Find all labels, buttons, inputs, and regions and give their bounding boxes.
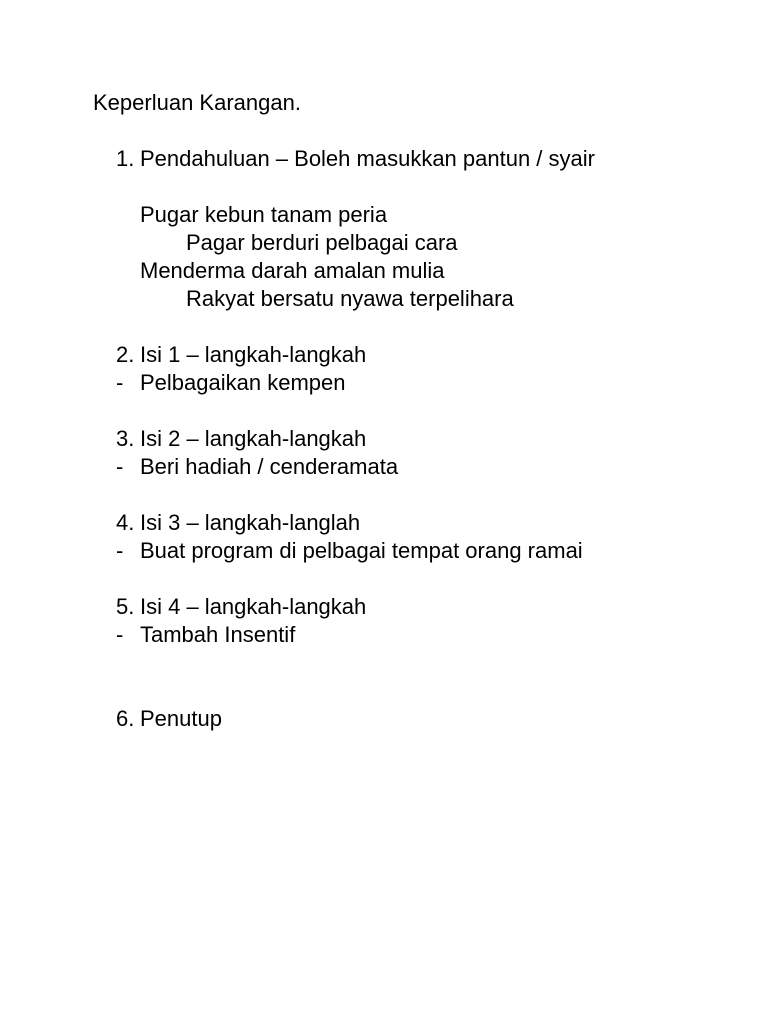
pantun-line: Menderma darah amalan mulia	[140, 258, 445, 283]
bullet-marker: -	[116, 538, 124, 563]
section-heading: Isi 4 – langkah-langkah	[140, 594, 367, 619]
document-title: Keperluan Karangan.	[93, 90, 301, 115]
section-number: 2.	[116, 342, 135, 367]
pantun-line: Rakyat bersatu nyawa terpelihara	[186, 286, 514, 311]
bullet-point: Tambah Insentif	[140, 622, 296, 647]
bullet-marker: -	[116, 622, 124, 647]
section-heading: Isi 2 – langkah-langkah	[140, 426, 367, 451]
bullet-marker: -	[116, 454, 124, 479]
pantun-line: Pagar berduri pelbagai cara	[186, 230, 458, 255]
section-number: 6.	[116, 706, 135, 731]
bullet-point: Buat program di pelbagai tempat orang ramai	[140, 538, 583, 563]
section-heading: Pendahuluan – Boleh masukkan pantun / syair	[140, 146, 595, 171]
section-heading: Isi 3 – langkah-langlah	[140, 510, 361, 535]
bullet-marker: -	[116, 370, 124, 395]
bullet-point: Pelbagaikan kempen	[140, 370, 346, 395]
section-heading: Penutup	[140, 706, 222, 731]
section-number: 3.	[116, 426, 135, 451]
section-number: 4.	[116, 510, 135, 535]
bullet-point: Beri hadiah / cenderamata	[140, 454, 399, 479]
pantun-line: Pugar kebun tanam peria	[140, 202, 388, 227]
section-number: 1.	[116, 146, 135, 171]
section-number: 5.	[116, 594, 135, 619]
section-heading: Isi 1 – langkah-langkah	[140, 342, 367, 367]
